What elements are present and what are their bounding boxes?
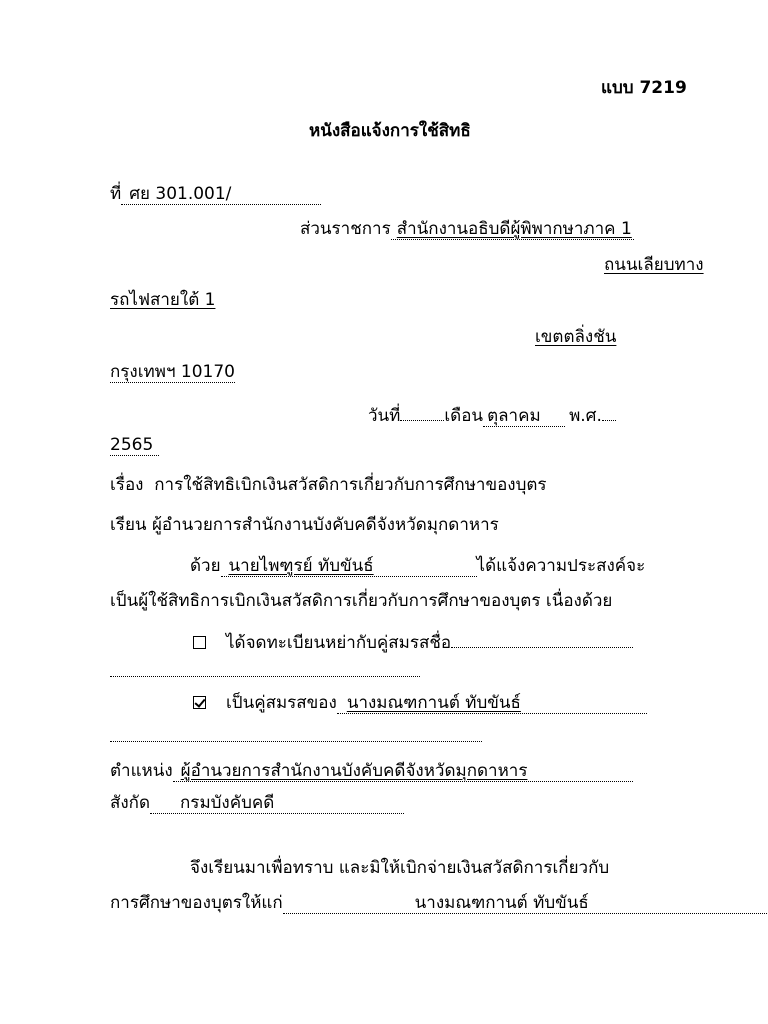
- agency-road: ถนนเลียบทาง: [604, 255, 704, 275]
- body-line-1: [190, 555, 645, 577]
- closing-line-1: จึงเรียนมาเพื่อทราบ และมิให้เบิกจ่ายเงินสวัสดิการเกี่ยวกับ: [190, 858, 610, 878]
- option-2: [193, 692, 647, 714]
- by-suffix: ได้แจ้งความประสงค์จะ: [476, 556, 646, 576]
- option-1-continuation-line: [110, 676, 420, 677]
- date-line: [368, 400, 616, 427]
- agency-road-cont: รถไฟสายใต้ 1: [110, 290, 216, 310]
- year-value-trail: [602, 400, 616, 421]
- affiliation-value: กรมบังคับคดี: [150, 793, 404, 814]
- agency-value: สำนักงานอธิบดีผู้พิพากษาภาค 1: [391, 219, 634, 240]
- year-value: 2565: [110, 435, 159, 456]
- day-label: วันที่: [368, 406, 401, 426]
- position-value: ผู้อำนวยการสำนักงานบังคับคดีจังหวัดมุกดาหาร: [173, 761, 633, 782]
- ref-value: ศย 301.001/: [121, 184, 321, 205]
- year-label: พ.ศ.: [569, 406, 602, 426]
- subject-value: การใช้สิทธิเบิกเงินสวัสดิการเกี่ยวกับการศึกษาของบุตร: [154, 475, 547, 495]
- option-1-value: [451, 627, 633, 648]
- closing-line-2: [110, 892, 768, 914]
- to-line: [110, 514, 499, 536]
- day-value: [400, 400, 444, 421]
- option-1-label: ได้จดทะเบียนหย่ากับคู่สมรสชื่อ: [226, 633, 452, 653]
- month-label: เดือน: [444, 406, 484, 426]
- option-1: [193, 627, 633, 654]
- ref-label: ที่: [110, 184, 122, 204]
- option-2-checkbox[interactable]: [193, 696, 206, 709]
- agency-district: เขตตลิ่งชัน: [535, 327, 617, 347]
- year-line: [110, 434, 159, 456]
- agency-city: กรุงเทพฯ 10170: [110, 362, 235, 382]
- person-name: นายไพฑูรย์ ทับขันธ์: [221, 556, 477, 577]
- body-line-2: เป็นผู้ใช้สิทธิการเบิกเงินสวัสดิการเกี่ยวกับการศึกษาของบุตร เนื่องด้วย: [110, 591, 613, 611]
- agency-city-line: [110, 361, 235, 383]
- position-label: ตำแหน่ง: [110, 761, 173, 781]
- month-value: ตุลาคม: [483, 406, 565, 427]
- subject-line: [110, 474, 547, 496]
- document-title: หนังสือแจ้งการใช้สิทธิ: [309, 121, 471, 141]
- to-value: ผู้อำนวยการสำนักงานบังคับคดีจังหวัดมุกดาหาร: [151, 515, 499, 535]
- option-2-continuation-line: [110, 741, 482, 742]
- ref-line: [110, 183, 321, 205]
- affiliation-label: สังกัด: [110, 793, 151, 813]
- affiliation-line: [110, 792, 404, 814]
- closing-label: การศึกษาของบุตรให้แก่: [110, 893, 283, 913]
- by-label: ด้วย: [190, 556, 221, 576]
- option-2-value: นางมณฑกานต์ ทับขันธ์: [337, 693, 647, 714]
- option-2-label: เป็นคู่สมรสของ: [226, 693, 337, 713]
- position-line: [110, 760, 633, 782]
- agency-line: [300, 218, 634, 240]
- closing-recipient: นางมณฑกานต์ ทับขันธ์: [283, 893, 768, 914]
- option-1-checkbox[interactable]: [193, 636, 206, 649]
- to-label: เรียน: [110, 515, 147, 535]
- subject-label: เรื่อง: [110, 475, 144, 495]
- form-code: แบบ 7219: [601, 78, 687, 98]
- agency-label: ส่วนราชการ: [300, 219, 391, 239]
